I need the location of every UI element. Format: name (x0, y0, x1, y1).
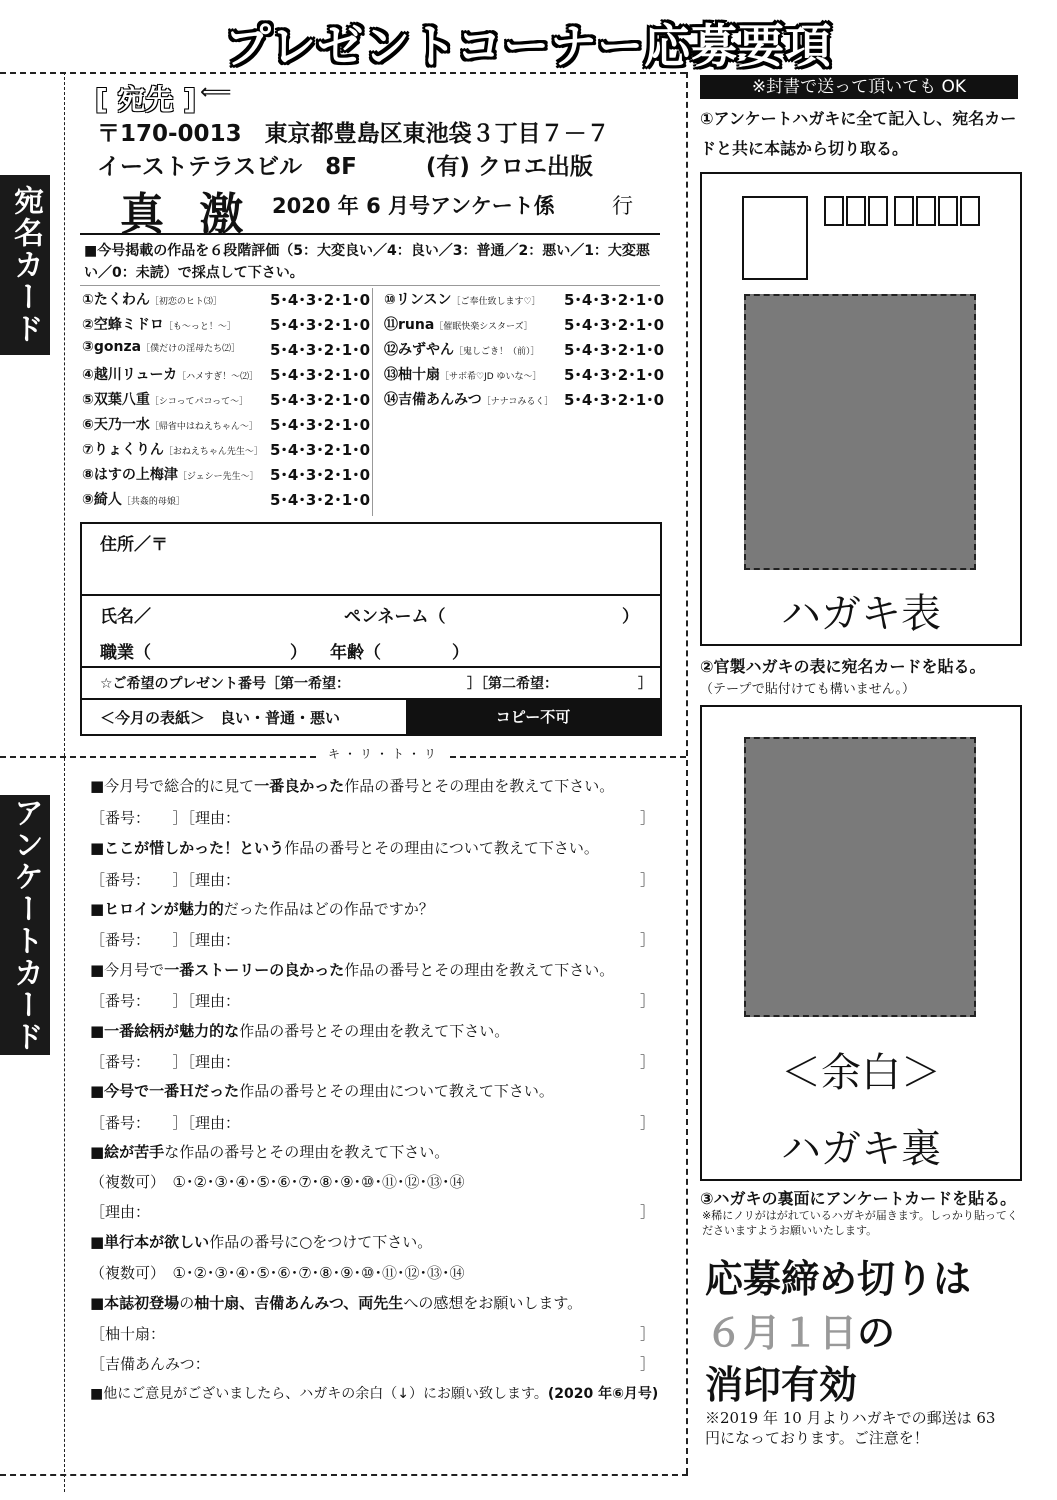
guide-line-left (64, 72, 65, 1492)
penname-field-label[interactable]: ペンネーム（ (344, 607, 446, 627)
cut-label: キ・リ・ト・リ (320, 745, 448, 762)
step-1: ①アンケートハガキに全て記入し、宛名カードと共に本誌から切り取る。 (700, 109, 1017, 158)
question-6: ■今号で一番Ｈだった作品の番号とその理由について教えて下さい。 (90, 1082, 554, 1100)
work-row: ③gonza［僕だけの淫母たち⑵］ 5･4･3･2･1･0 (82, 339, 371, 359)
step-2-note: （テープで貼付けても構いません。） (700, 682, 916, 697)
questionnaire-card-label: アンケートカード (0, 795, 50, 1055)
question-9: ■本誌初登場の柚十扇、吉備あんみつ、両先生への感想をお願いします。 (90, 1294, 583, 1312)
answer-3[interactable]: ［番号： ］［理由： ］ (90, 931, 655, 949)
rating-divider-thin (80, 285, 660, 286)
answer-9-kibi[interactable]: ［吉備あんみつ： ］ (90, 1355, 655, 1373)
work-row: ②空蜂ミドロ［も〜っと！〜］ 5･4･3･2･1･0 (82, 316, 371, 334)
present-second-choice[interactable]: ］［第二希望： (467, 676, 558, 692)
choices-7[interactable]: （複数可） ①･②･③･④･⑤･⑥･⑦･⑧･⑨･⑩･⑪･⑫･⑬･⑭ (90, 1173, 465, 1191)
questionnaire-card-placeholder (744, 737, 976, 1017)
card-back-label: ハガキ裏 (781, 1126, 941, 1172)
answer-9-yuzu[interactable]: ［柚十扇： ］ (90, 1325, 655, 1343)
footer-note: ■他にご意見がございましたら、ハガキの余白（↓）にお願い致します。(2020 年⑥月号) (90, 1386, 659, 1402)
score-scale[interactable]: 5･4･3･2･1･0 (270, 316, 371, 334)
deadline-line-3: 消印有効 (705, 1363, 858, 1407)
score-scale[interactable]: 5･4･3･2･1･0 (270, 366, 371, 384)
work-row: ⑤双葉八重［シコってパコって〜］ 5･4･3･2･1･0 (82, 391, 371, 409)
answer-2[interactable]: ［番号： ］［理由： ］ (90, 871, 655, 889)
score-scale[interactable]: 5･4･3･2･1･0 (564, 391, 665, 409)
page-title: プレゼントコーナー応募要項 (224, 19, 833, 73)
score-scale[interactable]: 5･4･3･2･1･0 (270, 466, 371, 484)
question-4: ■今月号で一番ストーリーの良かった作品の番号とその理由を教えて下さい。 (90, 961, 615, 979)
rating-column-divider (372, 288, 373, 516)
score-scale[interactable]: 5･4･3･2･1･0 (270, 341, 371, 359)
department: 2020 年 6 月号アンケート係 (272, 194, 555, 218)
score-scale[interactable]: 5･4･3･2･1･0 (270, 291, 371, 309)
work-row: ①たくわん［初恋のヒト⑶］ 5･4･3･2･1･0 (82, 291, 371, 309)
address-card-label: 宛名カード (0, 175, 50, 355)
choices-8[interactable]: （複数可） ①･②･③･④･⑤･⑥･⑦･⑧･⑨･⑩･⑪･⑫･⑬･⑭ (90, 1264, 465, 1282)
present-end: ］ (638, 676, 652, 692)
score-scale[interactable]: 5･4･3･2･1･0 (564, 316, 665, 334)
penname-close: ） (622, 607, 639, 627)
rating-instruction: ■今号掲載の作品を６段階評価（5：大変良い／4：良い／3：普通／2：悪い／1：大変悪い／0：未読）で採点して下さい。 (84, 243, 650, 281)
work-row: ⑦りょくりん［おねえちゃん先生〜］ 5･4･3･2･1･0 (82, 441, 371, 459)
answer-5[interactable]: ［番号： ］［理由： ］ (90, 1053, 655, 1071)
magazine-name: 真 激 (120, 189, 254, 240)
name-field-label[interactable]: 氏名／ (100, 607, 151, 627)
work-row: ④越川リューカ［ハメすぎ！〜⑵］ 5･4･3･2･1･0 (82, 366, 371, 384)
postage-note: ※2019 年 10 月よりハガキでの郵送は 63 円になっております。ご注意を！ (705, 1409, 996, 1447)
address-card-placeholder (744, 294, 976, 570)
question-1: ■今月号で総合的に見て一番良かった作品の番号とその理由を教えて下さい。 (90, 777, 615, 795)
deadline-line-2: ６月１日の (705, 1311, 896, 1355)
step-3: ③ハガキの裏面にアンケートカードを貼る。 (700, 1189, 1017, 1208)
question-2: ■ここが惜しかった！という作品の番号とその理由について教えて下さい。 (90, 839, 599, 857)
step-2: ②官製ハガキの表に宛名カードを貼る。 (700, 657, 986, 676)
address-suffix: 行 (612, 194, 633, 218)
work-row: ⑩リンスン［ご奉仕致します♡］ 5･4･3･2･1･0 (384, 291, 665, 309)
postal-code-boxes (824, 196, 974, 224)
building-publisher: イーストテラスビル 8F (有) クロエ出版 (97, 154, 593, 180)
postcard-back (700, 705, 1022, 1181)
score-scale[interactable]: 5･4･3･2･1･0 (564, 366, 665, 384)
job-field-label[interactable]: 職業（ (100, 643, 151, 663)
work-row: ⑬柚十扇［サボ希♡JD ゆいな〜］ 5･4･3･2･1･0 (384, 366, 665, 384)
score-scale[interactable]: 5･4･3･2･1･0 (270, 416, 371, 434)
work-row: ⑭吉備あんみつ［ナナコみるく］ 5･4･3･2･1･0 (384, 391, 665, 409)
postcard-front (700, 172, 1022, 646)
work-row: ⑨綺人［共姦的母娘］ 5･4･3･2･1･0 (82, 491, 371, 509)
work-row: ⑪runa［催眠快楽シスターズ］ 5･4･3･2･1･0 (384, 316, 665, 334)
stamp-box (742, 196, 808, 280)
deadline-date: ６月１日 (705, 1311, 858, 1355)
age-field-label[interactable]: 年齢（ (330, 643, 381, 663)
answer-1[interactable]: ［番号： ］［理由： ］ (90, 809, 655, 827)
score-scale[interactable]: 5･4･3･2･1･0 (270, 391, 371, 409)
question-7: ■絵が苦手な作品の番号とその理由を教えて下さい。 (90, 1143, 450, 1161)
arrow-icon: ⟸ (200, 80, 232, 105)
no-copy-badge: コピー不可 (406, 700, 660, 734)
answer-7-reason[interactable]: ［理由： ］ (90, 1203, 655, 1221)
score-scale[interactable]: 5･4･3･2･1･0 (270, 441, 371, 459)
to-label: [ 宛先 ] (95, 83, 197, 116)
question-8: ■単行本が欲しい作品の番号に○をつけて下さい。 (90, 1233, 433, 1251)
question-5: ■一番絵柄が魅力的な作品の番号とその理由を教えて下さい。 (90, 1022, 510, 1040)
rating-divider (80, 233, 660, 235)
margin-label: ＜余白＞ (781, 1050, 941, 1096)
cut-line-bottom (0, 1474, 688, 1476)
score-scale[interactable]: 5･4･3･2･1･0 (564, 341, 665, 359)
work-row: ⑧はすの上梅津［ジェシー先生〜］ 5･4･3･2･1･0 (82, 466, 371, 484)
address-field-label: 住所／〒 (100, 535, 168, 555)
score-scale[interactable]: 5･4･3･2･1･0 (270, 491, 371, 509)
present-choice-label[interactable]: ☆ご希望のプレゼント番号［第一希望： (100, 676, 350, 692)
postal-address: 〒170-0013 東京都豊島区東池袋３丁目７－７ (97, 121, 610, 147)
work-row: ⑫みずやん［鬼しごき！（前）］ 5･4･3･2･1･0 (384, 341, 665, 359)
question-3: ■ヒロインが魅力的だった作品はどの作品ですか？ (90, 900, 434, 918)
score-scale[interactable]: 5･4･3･2･1･0 (564, 291, 665, 309)
answer-6[interactable]: ［番号： ］［理由： ］ (90, 1114, 655, 1132)
work-row: ⑥天乃一水［帰省中はねえちゃん〜］ 5･4･3･2･1･0 (82, 416, 371, 434)
card-front-label: ハガキ表 (781, 591, 941, 637)
answer-4[interactable]: ［番号： ］［理由： ］ (90, 992, 655, 1010)
entry-form (80, 522, 662, 736)
cut-line-right (686, 72, 688, 1474)
age-close: ） (452, 643, 469, 663)
job-close: ） (290, 643, 307, 663)
cover-rating[interactable]: ＜今月の表紙＞ 良い・普通・悪い (100, 709, 341, 727)
step-3-note: ※稀にノリがはがれているハガキが届きます。しっかり貼ってくださいますようお願いいたします。 (702, 1209, 1018, 1237)
cut-line-top (0, 72, 686, 74)
deadline-line-1: 応募締め切りは (705, 1257, 972, 1301)
envelope-note: ※封書で送って頂いても OK (700, 75, 1018, 99)
